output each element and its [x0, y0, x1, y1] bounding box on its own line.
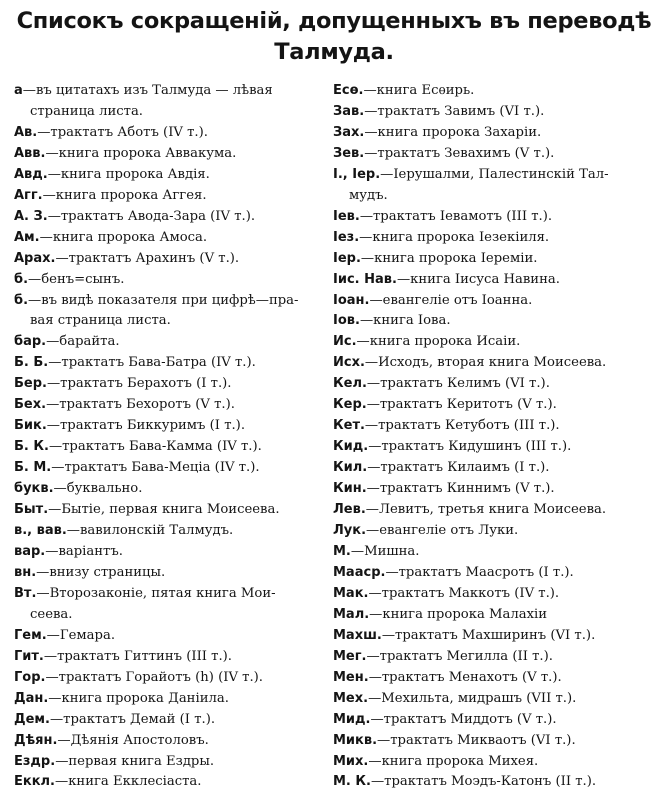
definition: —трактатъ Микваотъ (VI т.). [377, 732, 576, 748]
abbreviation-entry [14, 165, 324, 186]
abbreviation: Дѣян. [14, 732, 58, 748]
abbreviation-entry [333, 584, 658, 605]
abbreviation-entry [14, 731, 324, 752]
abbreviation: Мен. [333, 669, 369, 685]
abbreviation: Арах. [14, 250, 56, 266]
definition: —трактатъ Бехоротъ (V т.). [46, 397, 235, 413]
abbreviation-entry [333, 228, 658, 249]
abbreviation: Іоан. [333, 292, 370, 308]
abbreviation: вн. [14, 564, 37, 580]
definition: —трактатъ Бава-Камма (IV т.). [48, 439, 262, 455]
abbreviation: Кил. [333, 460, 368, 476]
abbreviation-entry [333, 291, 658, 312]
abbreviation-entry [333, 437, 658, 458]
abbreviation-entry [14, 249, 324, 270]
abbreviation: Кин. [333, 481, 367, 497]
definition: —трактатъ Киннимъ (V т.). [366, 481, 555, 497]
definition: вая страница листа. [30, 313, 171, 329]
abbreviation-entry [333, 353, 658, 374]
abbreviation: Мак. [333, 585, 369, 601]
abbreviation-entry [14, 563, 324, 584]
definition: —трактатъ Маккотъ (IV т.). [368, 585, 560, 601]
definition: —книга пророка Авдія. [47, 166, 210, 182]
definition: —варіантъ. [45, 543, 123, 559]
definition: —евангеліе отъ Луки. [366, 523, 519, 539]
abbreviation-entry [333, 731, 658, 752]
abbreviation: Зев. [333, 145, 365, 161]
abbreviation: Махш. [333, 627, 382, 643]
definition: сеева. [30, 606, 73, 622]
abbreviation-entry [333, 374, 658, 395]
abbreviation: Ав. [14, 124, 38, 140]
abbreviation: Іев. [333, 208, 360, 224]
abbreviation-entry [333, 626, 658, 647]
abbreviation-entry [14, 752, 324, 773]
abbreviation-entry [14, 270, 324, 291]
abbreviation: бар. [14, 334, 47, 350]
abbreviation: в., вав. [14, 523, 67, 539]
abbreviation: Лев. [333, 502, 366, 518]
abbreviation-entry [14, 291, 324, 312]
abbreviation: Авд. [14, 166, 48, 182]
abbreviation-entry [14, 479, 324, 500]
entry-continuation [14, 311, 324, 332]
abbreviation-entry [14, 353, 324, 374]
abbreviation: Гем. [14, 627, 47, 643]
abbreviation: Бик. [14, 418, 47, 434]
definition: —Гемара. [46, 627, 116, 643]
definition: —Левитъ, третья книга Моисеева. [365, 502, 607, 518]
abbreviation-entry [333, 710, 658, 731]
abbreviation-entry [14, 647, 324, 668]
abbreviation: Кел. [333, 376, 367, 392]
abbreviation-entry [333, 752, 658, 773]
definition: —въ видѣ показателя при цифрѣ—пра- [28, 292, 299, 308]
definition: —трактатъ Моэдъ-Катонъ (II т.). [370, 774, 597, 790]
entry-continuation [14, 102, 324, 123]
abbreviation: Іов. [333, 313, 360, 329]
abbreviation: Іер. [333, 250, 361, 266]
abbreviation: Б. Б. [14, 355, 49, 371]
definition: страница листа. [30, 103, 144, 119]
definition: —трактатъ Кидушинъ (III т.). [368, 439, 572, 455]
abbreviation-entry [333, 81, 658, 102]
entry-continuation [14, 605, 324, 626]
definition: —барайта. [46, 334, 120, 350]
abbreviation: Ам. [14, 229, 40, 245]
abbreviation-entry [333, 144, 658, 165]
definition: —буквально. [53, 481, 143, 497]
abbreviation-entry [14, 542, 324, 563]
abbreviation: А. З. [14, 208, 48, 224]
abbreviation-entry [14, 123, 324, 144]
abbreviation: Іез. [333, 229, 360, 245]
definition: —книга пророка Захаріи. [364, 124, 542, 140]
abbreviation-entry [14, 144, 324, 165]
abbreviation: Кер. [333, 397, 367, 413]
abbreviation: Бер. [14, 376, 47, 392]
definition: —трактатъ Миддотъ (V т.). [370, 711, 557, 727]
abbreviation: Б. К. [14, 439, 49, 455]
definition: —Іерушалми, Палестинскій Тал- [380, 166, 609, 182]
definition: —книга Іисуса Навина. [396, 271, 560, 287]
abbreviation: Мааср. [333, 564, 386, 580]
abbreviation-entry [14, 500, 324, 521]
abbreviation: Кид. [333, 439, 369, 455]
abbreviation: Зах. [333, 124, 365, 140]
abbreviation: б. [14, 292, 29, 308]
abbreviation-entry [333, 647, 658, 668]
abbreviation-entry [14, 689, 324, 710]
page-title [0, 6, 668, 68]
abbreviation-entry [333, 500, 658, 521]
definition: —книга пророка Даніила. [48, 690, 229, 706]
definition: —трактатъ Аботъ (IV т.). [37, 124, 208, 140]
definition: —трактатъ Кетуботъ (III т.). [364, 418, 560, 434]
definition: —Дѣянія Апостоловъ. [57, 732, 209, 748]
abbreviation-entry [333, 249, 658, 270]
abbreviation: букв. [14, 481, 54, 497]
definition: —книга Екклесіаста. [55, 774, 202, 790]
entry-continuation [333, 186, 658, 207]
abbreviation: М. К. [333, 774, 371, 790]
definition: —трактатъ Келимъ (VI т.). [366, 376, 550, 392]
definition: —книга пророка Малахіи [369, 606, 548, 622]
abbreviation-entry [333, 165, 658, 186]
definition: —Исходъ, вторая книга Моисеева. [364, 355, 607, 371]
abbreviation: Зав. [333, 103, 365, 119]
abbreviation-entry [333, 102, 658, 123]
abbreviation: Мих. [333, 753, 369, 769]
abbreviation-entry [333, 563, 658, 584]
abbreviation: Іис. Нав. [333, 271, 397, 287]
definition: —книга пророка Іереміи. [360, 250, 538, 266]
definition: —трактатъ Менахотъ (V т.). [368, 669, 562, 685]
abbreviation-entry [333, 207, 658, 228]
left-column [14, 81, 324, 793]
abbreviation-entry [14, 395, 324, 416]
definition: —книга пророка Амоса. [39, 229, 208, 245]
abbreviation: б. [14, 271, 29, 287]
definition: —евангеліе отъ Іоанна. [369, 292, 533, 308]
definition: —трактатъ Гиттинъ (III т.). [43, 648, 233, 664]
abbreviation: вар. [14, 543, 46, 559]
abbreviation-entry [333, 605, 658, 626]
abbreviation: а [14, 83, 23, 98]
abbreviation: Мех. [333, 690, 369, 706]
abbreviation-entry [14, 626, 324, 647]
abbreviation-entry [14, 584, 324, 605]
abbreviation-entry [333, 311, 658, 332]
abbreviation-entry [333, 332, 658, 353]
definition: —вавилонскій Талмудъ. [66, 523, 234, 539]
abbreviation-entry [14, 416, 324, 437]
abbreviation-entry [14, 772, 324, 793]
definition: мудъ. [349, 187, 388, 203]
abbreviation: Еккл. [14, 774, 55, 790]
abbreviation: І., Іер. [333, 166, 381, 182]
abbreviation: М. [333, 543, 351, 559]
definition: —трактатъ Килаимъ (I т.). [367, 460, 550, 476]
definition: —трактатъ Арахинъ (V т.). [55, 250, 240, 266]
abbreviation-entry [333, 668, 658, 689]
abbreviation: Агг. [14, 187, 43, 203]
abbreviation-entry [14, 521, 324, 542]
definition: —книга Іова. [359, 313, 451, 329]
abbreviation: Кет. [333, 418, 365, 434]
definition: —Бытіе, первая книга Моисеева. [48, 502, 280, 518]
abbreviation: Ездр. [14, 753, 56, 769]
definition: —трактатъ Керитотъ (V т.). [366, 397, 557, 413]
abbreviation: Бех. [14, 397, 47, 413]
definition: —трактатъ Махширинъ (VI т.). [381, 627, 596, 643]
abbreviation-entry [333, 123, 658, 144]
abbreviation: Гор. [14, 669, 46, 685]
title-line-1: Списокъ сокращеній, допущенныхъ въ переводѣ [16, 8, 652, 34]
definition: —трактатъ Завимъ (VI т.). [364, 103, 545, 119]
abbreviation: Мег. [333, 648, 367, 664]
abbreviation: Гит. [14, 648, 44, 664]
abbreviation-entry [333, 521, 658, 542]
abbreviation: Авв. [14, 145, 46, 161]
definition: —Мишна. [350, 543, 420, 559]
abbreviation-entry [14, 332, 324, 353]
abbreviation: Ис. [333, 334, 357, 350]
abbreviation: Микв. [333, 732, 378, 748]
abbreviation-entry [14, 81, 324, 102]
abbreviation: Б. М. [14, 460, 52, 476]
definition: —въ цитатахъ изъ Талмуда — лѣвая [22, 83, 273, 98]
abbreviation-entry [333, 270, 658, 291]
abbreviation-entry [333, 689, 658, 710]
right-column [333, 81, 658, 793]
abbreviation: Мид. [333, 711, 371, 727]
definition: —трактатъ Іевамотъ (III т.). [359, 208, 553, 224]
definition: —трактатъ Бава-Меціа (IV т.). [51, 460, 260, 476]
abbreviation: Мал. [333, 606, 370, 622]
abbreviation-entry [333, 772, 658, 793]
definition: —бенъ=сынъ. [28, 271, 125, 287]
definition: —Мехильта, мидрашъ (VII т.). [368, 690, 577, 706]
definition: —книга пророка Исаіи. [356, 334, 521, 350]
definition: —первая книга Ездры. [55, 753, 215, 769]
title-line-2: Талмуда. [274, 39, 394, 65]
abbreviation-entry [14, 458, 324, 479]
abbreviation-entry [14, 437, 324, 458]
definition: —трактатъ Бава-Батра (IV т.). [48, 355, 256, 371]
abbreviation: Исх. [333, 355, 365, 371]
definition: —книга пророка Іезекіиля. [359, 229, 550, 245]
definition: —трактатъ Биккуримъ (I т.). [46, 418, 246, 434]
definition: —трактатъ Маасротъ (I т.). [385, 564, 574, 580]
abbreviation-entry [333, 416, 658, 437]
abbreviation-entry [333, 458, 658, 479]
definition: —трактатъ Берахотъ (I т.). [46, 376, 232, 392]
definition: —Второзаконіе, пятая книга Мои- [36, 585, 276, 601]
abbreviation-entry [14, 207, 324, 228]
abbreviation-entry [333, 395, 658, 416]
definition: —трактатъ Демай (I т.). [49, 711, 216, 727]
definition: —книга Есѳирь. [363, 83, 475, 98]
definition: —книга пророка Аввакума. [45, 145, 237, 161]
abbreviation-entry [14, 668, 324, 689]
abbreviation-entry [14, 228, 324, 249]
definition: —трактатъ Мегилла (II т.). [366, 648, 553, 664]
definition: —трактатъ Зевахимъ (V т.). [364, 145, 555, 161]
abbreviation-entry [14, 710, 324, 731]
abbreviation: Вт. [14, 585, 37, 601]
abbreviation: Есѳ. [333, 83, 364, 98]
definition: —трактатъ Горайотъ (h) (IV т.). [45, 669, 263, 685]
definition: —внизу страницы. [36, 564, 166, 580]
definition: —трактатъ Авода-Зара (IV т.). [47, 208, 256, 224]
abbreviation-entry [14, 374, 324, 395]
abbreviation-entry [333, 479, 658, 500]
abbreviation-entry [14, 186, 324, 207]
definition: —книга пророка Михея. [368, 753, 539, 769]
abbreviation: Лук. [333, 523, 367, 539]
abbreviation: Дан. [14, 690, 49, 706]
abbreviation: Дем. [14, 711, 50, 727]
definition: —книга пророка Аггея. [42, 187, 207, 203]
abbreviation-entry [333, 542, 658, 563]
abbreviation: Быт. [14, 502, 49, 518]
